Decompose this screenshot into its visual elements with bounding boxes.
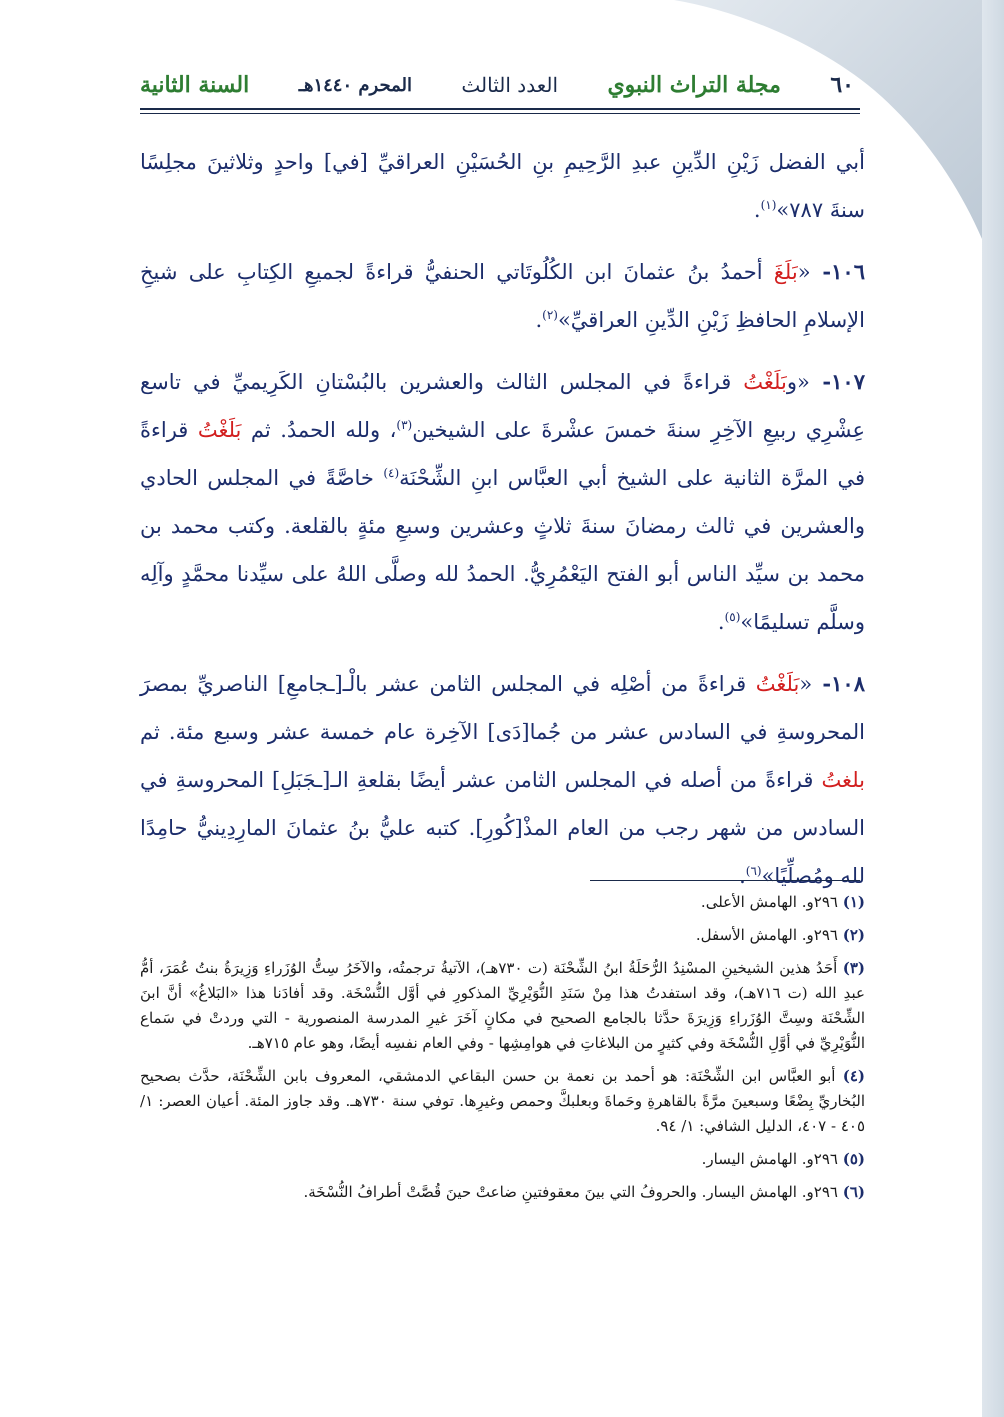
text-run: أحمدُ بنُ عثمانَ ابن الكُلُوتَاتي الحنفيُّ قراءةً لجميعِ الكِتابِ على شيخِ الإسلامِ الحافظِ زَيْنِ الدِّينِ العراقيِّ»: [140, 260, 865, 332]
footnote-ref[interactable]: (٦): [745, 864, 762, 878]
text-run: .: [717, 610, 725, 634]
text-run: قراءةً في المجلس الثالث والعشرين بالبُسْتانِ الكَرِيميِّ في تاسع عِشْرِي ربيعِ الآخِرِ سنةَ خمسَ عشْرةَ على الشيخين: [140, 370, 865, 442]
issue-label: العدد الثالث: [461, 73, 558, 97]
footnote-ref[interactable]: (٢): [542, 308, 558, 322]
main-text: [140, 138, 865, 914]
footnote-text: أبو العبَّاس ابن الشِّحْنَة: هو أحمد بن نعمة بن حسن البقاعي الدمشقي، المعروف بابن الشِّحْنَة، حدَّث بصحيح البُخاريِّ بِضْعًا وسبعينَ مرَّةً بالقاهرةِ وحَماةَ وبعلبكَّ وحمص وغيرِها. توفي سنة ٧٣٠هـ. وقد جاوز المئة. أعيان العصر: ١/ ٤٠٥ - ٤٠٧، الدليل الشافي: ١/ ٩٤.: [140, 1067, 865, 1135]
text-run: «: [799, 672, 813, 696]
footnote-4: [140, 1064, 865, 1139]
entry-number: ١٠٦-: [810, 259, 865, 284]
footnote-ref[interactable]: (٣): [396, 418, 413, 432]
footnote-1: [140, 890, 865, 915]
text-run: «: [797, 260, 811, 284]
highlight-word: بَلَغْتُ: [197, 418, 242, 442]
text-run: «و: [786, 370, 810, 394]
highlight-word: بَلَغْتُ: [743, 370, 787, 394]
entry-107: [140, 358, 865, 646]
text-run: أبي الفضل زَيْنِ الدِّينِ عبدِ الرَّحِيمِ بنِ الحُسَيْنِ العراقيِّ [في] واحدٍ وثلاثينَ مجلِسًا سنةَ ٧٨٧»: [140, 150, 865, 222]
text-run: .: [535, 308, 543, 332]
text-run: خاصَّةً في المجلس الحادي والعشرين في ثالث رمضانَ سنةَ ثلاثٍ وعشرين وسبعِ مئةٍ بالقلعة. وكتب محمد بن محمد بن سيِّد الناس أبو الفتح اليَعْمُرِيُّ. الحمدُ لله وصلَّى اللهُ على سيِّدنا محمَّدٍ وآلِه وسلَّم تسليمًا»: [140, 466, 865, 634]
footnote-separator: [590, 880, 860, 881]
highlight-word: بَلَغَ: [773, 260, 798, 284]
footnote-ref[interactable]: (٤): [383, 466, 400, 480]
entry-108: [140, 660, 865, 900]
text-run: قراءةً من أصْلِه في المجلس الثامن عشر بالْـ[ـجامعِ] الناصريِّ بمصرَ المحروسةِ في السادس عشر من جُما[دَى] الآخِرة عام خمسة عشر وسبع مئة. ثم: [140, 672, 865, 744]
entry-number: ١٠٧-: [809, 369, 865, 394]
issue-date: المحرم ١٤٤٠هـ: [298, 74, 412, 96]
footnote-text: أَحَدُ هذين الشيخينِ المسْنِدُ الرُّحَلَةُ ابنُ الشِّحْنَة (ت ٧٣٠هـ)، الآتيةُ ترجمتُه، والآخَرُ سِتُّ الوُزَراءِ وَزِيرَةُ بنتُ عُمَرَ، أمُّ عبدِ الله (ت ٧١٦هـ)، وقد استفدتُ هذا مِنْ سَنَدِ النُّوَيْرِيِّ المذكورِ في أوَّل النُّسْخَة. وقد أفادَنا هذا «البَلاغُ» أنَّ ابنَ الشِّحْنَة وسِتَّ الوُزَراءِ وَزِيرَةَ حدَّثا بالجامع الصحيح في مكانٍ آخَرَ غيرِ المدرسة المنصورية - التي وردتْ في سَماع النُّوَيْرِيِّ في أوَّلِ النُّسْخَة وفي كثيرٍ من البلاغاتِ في هوامِشِها - وفي العام نفسِه أيضًا، وهو عام ٧١٥هـ.: [140, 959, 865, 1052]
footnote-number: (٤): [842, 1067, 865, 1085]
year-label: السنة الثانية: [140, 72, 250, 98]
header-rule-thin: [140, 113, 860, 114]
footnote-text: ٢٩٦و. الهامش الأعلى.: [700, 893, 843, 911]
footnote-number: (٣): [842, 959, 865, 977]
entry-number: ١٠٨-: [812, 671, 865, 696]
footnote-2: [140, 923, 865, 948]
footnotes: [140, 890, 865, 1213]
footnote-3: [140, 956, 865, 1056]
footnote-number: (٢): [842, 926, 865, 944]
header-rule: [140, 108, 860, 110]
page-header: [140, 62, 854, 108]
entry-106: [140, 248, 865, 344]
footnote-5: [140, 1147, 865, 1172]
footnote-number: (٦): [842, 1183, 865, 1201]
text-run: .: [753, 198, 761, 222]
footnote-ref[interactable]: (٥): [724, 610, 741, 624]
paragraph-continuation: [140, 138, 865, 234]
text-run: قراءةً في المرَّة الثانية على الشيخ أبي العبَّاس ابنِ الشِّحْنَة: [140, 418, 865, 490]
footnote-text: ٢٩٦و. الهامش الأسفل.: [695, 926, 843, 944]
footnote-ref[interactable]: (١): [760, 198, 777, 212]
text-run: ، ولله الحمدُ. ثم: [241, 418, 397, 442]
highlight-word: بلغتُ: [821, 768, 865, 792]
page-number: ٦٠: [830, 72, 854, 98]
text-run: .: [739, 864, 746, 888]
journal-title: مجلة التراث النبوي: [607, 72, 781, 98]
highlight-word: بَلَغْتُ: [755, 672, 800, 696]
text-run: قراءةً من أصله في المجلس الثامن عشر أيضًا بقلعةِ الـ[ـجَبَلِ] المحروسةِ في السادس من شهر رجب من العام المذْ[كُورِ]. كتبه عليُّ بنُ عثمانَ المارِدِينيُّ حامِدًا لله ومُصلِّيًا»: [140, 768, 865, 888]
footnote-text: ٢٩٦و. الهامش اليسار.: [701, 1150, 843, 1168]
footnote-number: (٥): [842, 1150, 865, 1168]
footnote-number: (١): [842, 893, 865, 911]
footnote-6: [140, 1180, 865, 1205]
decorative-edge: [982, 0, 1004, 1417]
footnote-text: ٢٩٦و. الهامش اليسار. والحروفُ التي بينَ معقوفتينِ ضاعتْ حينَ قُصَّتْ أطرافُ النُّسْخَة.: [303, 1183, 843, 1201]
